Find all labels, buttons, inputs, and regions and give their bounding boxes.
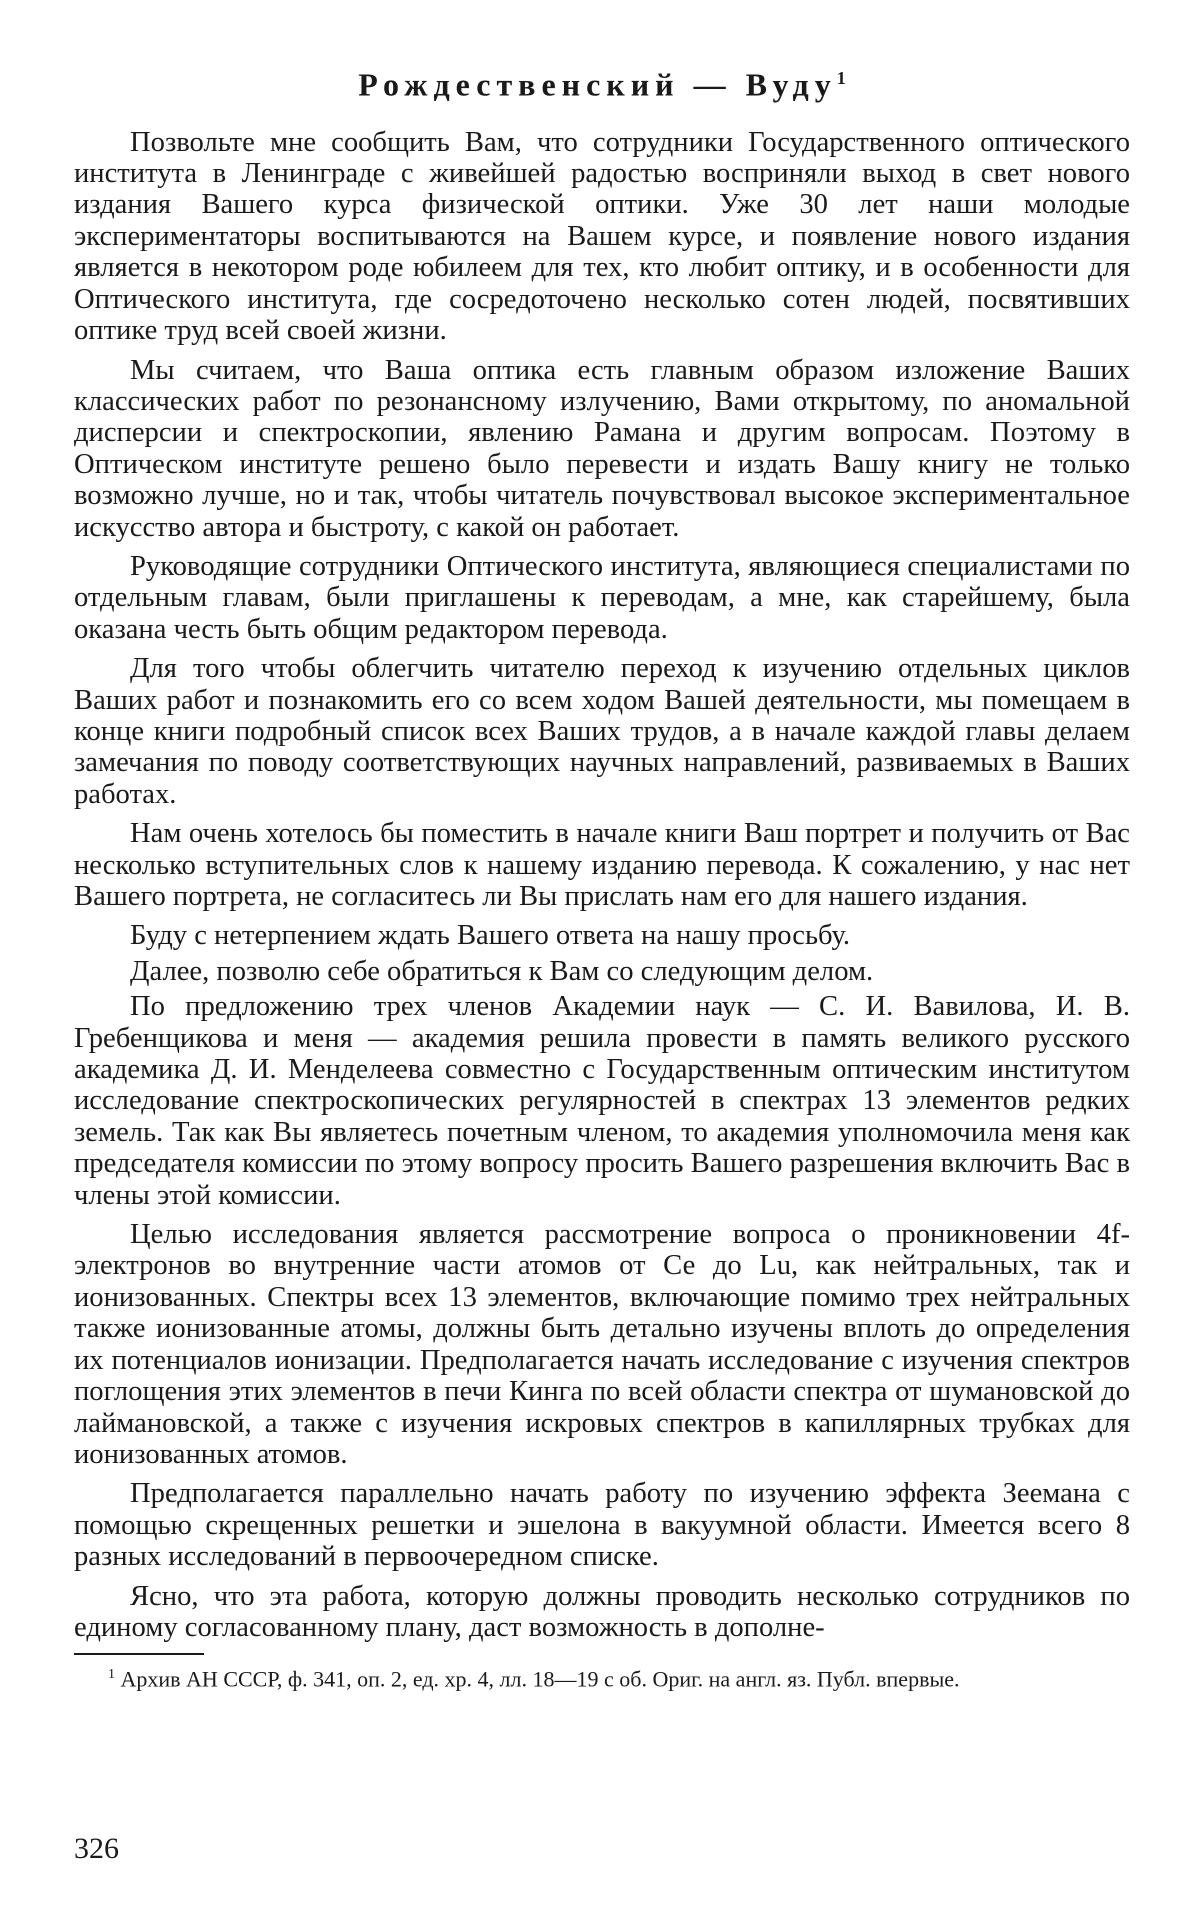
letter-heading	[74, 58, 1130, 105]
paragraph-10: Предполагается параллельно начать работу по изучению эффекта Зеемана с помощью скрещенных решетки и эшелона в вакуумной области. Имеется всего 8 разных исследований в первоочередном списке.	[74, 1478, 1130, 1573]
paragraph-8: По предложению трех членов Академии наук — С. И. Вавилова, И. В. Гребенщикова и меня — академия решила провести в память великого русского академика Д. И. Менделеева совместно с Государственным оптическим институтом исследование спектроскопических регулярностей в спектрах 13 элементов редких земель. Так как Вы являетесь почетным членом, то академия уполномочила меня как председателя комиссии по этому вопросу просить Вашего разрешения включить Вас в члены этой комиссии.	[74, 991, 1130, 1211]
paragraph-3: Руководящие сотрудники Оптического института, являющиеся специалистами по отдельным главам, были приглашены к переводам, а мне, как старейшему, была оказана честь быть общим редактором перевода.	[74, 550, 1130, 645]
paragraph-5: Нам очень хотелось бы поместить в начале книги Ваш портрет и получить от Вас несколько вступительных слов к нашему изданию перевода. К сожалению, у нас нет Вашего портрета, не согласитесь ли Вы прислать нам его для нашего издания.	[74, 818, 1130, 912]
paragraph-9: Целью исследования является рассмотрение вопроса о проникновении 4f-электронов во внутренние части атомов от Се до Lu, как нейтральных, так и ионизованных. Спектры всех 13 элементов, включающие помимо трех нейтральных также ионизованные атомы, должны быть детально изучены вплоть до определения их потенциалов ионизации. Предполагается начать исследование с изучения спектров поглощения этих элементов в печи Кинга по всей области спектра от шумановской до лаймановской, а также с изучения искровых спектров в капиллярных трубках для ионизованных атомов.	[74, 1219, 1130, 1470]
document-page	[74, 58, 1130, 1694]
paragraph-2: Мы считаем, что Ваша оптика есть главным образом изложение Ваших классических работ по резонансному излучению, Вами открытому, по аномальной дисперсии и спектроскопии, явлению Рамана и другим вопросам. Поэтому в Оптическом институте решено было перевести и издать Вашу книгу не только возможно лучше, но и так, чтобы читатель почувствовал высокое экспериментальное искусство автора и быстроту, с какой он работает.	[74, 354, 1130, 543]
footnote	[74, 1661, 1130, 1693]
paragraph-1: Позвольте мне сообщить Вам, что сотрудники Государственного оптического института в Ленинграде с живейшей радостью восприняли выход в свет нового издания Вашего курса физической оптики. Уже 30 лет наши молодые экспериментаторы воспитываются на Вашем курсе, и появление нового издания является в некотором роде юбилеем для тех, кто любит оптику, и в особенности для Оптического института, где сосредоточено несколько сотен людей, посвятивших оптике труд всей своей жизни.	[74, 126, 1130, 347]
page-number: 326	[74, 1832, 119, 1865]
footnote-marker: 1	[108, 1667, 115, 1683]
paragraph-6: Буду с нетерпением ждать Вашего ответа на нашу просьбу.	[130, 920, 851, 952]
paragraph-7: Далее, позволю себе обратиться к Вам со следующим делом.	[130, 955, 874, 987]
heading-text: Рождественский — Вуду	[358, 66, 837, 103]
paragraph-11: Ясно, что эта работа, которую должны проводить несколько сотрудников по единому согласованному плану, даст возможность в дополне-	[74, 1580, 1130, 1643]
footnote-text: Архив АН СССР, ф. 341, оп. 2, ед. хр. 4, лл. 18—19 с об. Ориг. на англ. яз. Публ. впервые.	[120, 1666, 960, 1692]
heading-footnote-marker: 1	[836, 68, 846, 88]
footnote-divider	[74, 1653, 204, 1655]
letter-body	[74, 127, 1130, 1644]
paragraph-4: Для того чтобы облегчить читателю переход к изучению отдельных циклов Ваших работ и познакомить его со всем ходом Вашей деятельности, мы помещаем в конце книги подробный список всех Ваших трудов, а в начале каждой главы делаем замечания по поводу соответствующих научных направлений, развиваемых в Ваших работах.	[74, 653, 1130, 810]
